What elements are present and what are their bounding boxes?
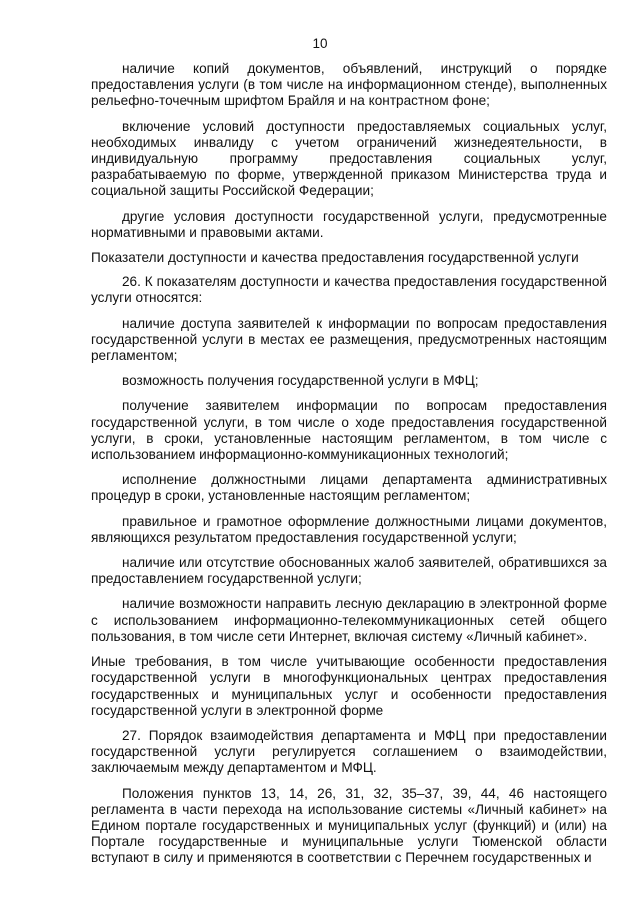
- section-heading-other-requirements: Иные требования, в том числе учитывающие особенности предоставления государственной услуги в многофункциональных центрах предоставления государственных и муниципальных услуг и особенности предоставления государственной услуги в электронной форме: [91, 654, 607, 718]
- paragraph-other-conditions: другие условия доступности государственной услуги, предусмотренные нормативными и правовыми актами.: [91, 208, 607, 240]
- page-number: 10: [312, 36, 328, 51]
- paragraph-braille-documents: наличие копий документов, объявлений, инструкций о порядке предоставления услуги (в том числе на информационном стенде), выполненных рельефно-точечным шрифтом Брайля и на контрастном фоне;: [91, 61, 607, 109]
- paragraph-information-access: наличие доступа заявителей к информации по вопросам предоставления государственной услуги в местах ее размещения, предусмотренных настоящим регламентом;: [91, 315, 607, 364]
- section-heading-accessibility-indicators: Показатели доступности и качества предоставления государственной услуги: [91, 250, 579, 266]
- paragraph-procedures-timing: исполнение должностными лицами департамента административных процедур в сроки, установленные настоящим регламентом;: [91, 472, 607, 504]
- paragraph-document-formatting: правильное и грамотное оформление должностными лицами документов, являющихся результатом предоставления государственной услуги;: [91, 513, 607, 545]
- paragraph-item-27: 27. Порядок взаимодействия департамента и МФЦ при предоставлении государственной услуги регулируется соглашением о взаимодействии, заключаемым между департаментом и МФЦ.: [91, 727, 607, 776]
- document-body: [91, 61, 607, 867]
- paragraph-provisions-personal-account: Положения пунктов 13, 14, 26, 31, 32, 35–37, 39, 44, 46 настоящего регламента в части перехода на использование системы «Личный кабинет» на Едином портале государственных и муниципальных услуг (функций) и (или) на Портале государственные и муниципальные услуги Тюменской области вступают в силу и применяются в соответствии с Перечнем государственных и: [91, 785, 607, 866]
- paragraph-information-receipt: получение заявителем информации по вопросам предоставления государственной услуги, в том числе о ходе предоставления государственной услуги, в сроки, установленные настоящим регламентом, в том числе с использованием информационно-коммуникационных технологий;: [91, 398, 607, 463]
- paragraph-mfc-availability: возможность получения государственной услуги в МФЦ;: [122, 373, 479, 389]
- paragraph-electronic-declaration: наличие возможности направить лесную декларацию в электронной форме с использованием информационно-телекоммуникационных сетей общего пользования, в том числе сети Интернет, включая систему «Личный кабинет».: [91, 596, 607, 644]
- paragraph-item-26: 26. К показателям доступности и качества предоставления государственной услуги относятся:: [91, 274, 607, 306]
- paragraph-complaints: наличие или отсутствие обоснованных жалоб заявителей, обратившихся за предоставлением государственной услуги;: [91, 555, 607, 587]
- paragraph-accessibility-conditions: включение условий доступности предоставляемых социальных услуг, необходимых инвалиду с учетом ограничений жизнедеятельности, в индивидуальную программу предоставления социальных услуг, разрабатываемую по форме, утвержденной приказом Министерства труда и социальной защиты Российской Федерации;: [91, 118, 607, 199]
